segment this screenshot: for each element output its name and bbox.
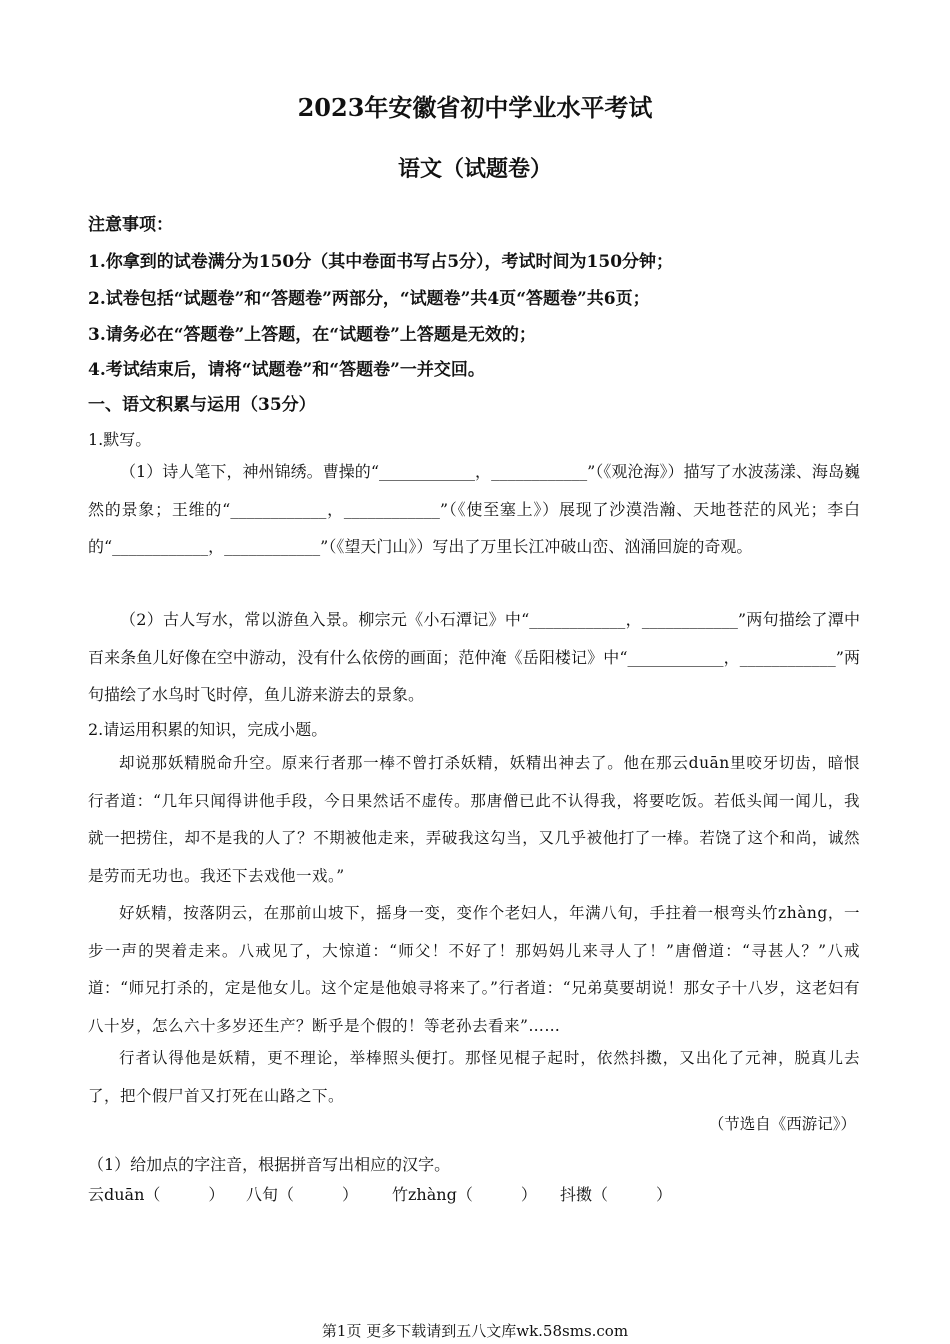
notice-item: 3.请务必在“答题卷”上答题，在“试题卷”上答题是无效的； bbox=[88, 325, 536, 345]
exam-title: 2023年安徽省初中学业水平考试 bbox=[297, 93, 653, 122]
question-2-label: 2.请运用积累的知识，完成小题。 bbox=[88, 720, 328, 739]
question-1-part-1: （1）诗人笔下，神州锦绣。曹操的“____________，____________”（《观沧海》）描写了水波荡漾、海岛巍然的景象；王维的“____________，____________”（《使至塞上》）展现了沙漠浩瀚、天地苍茫的风光；李白的“____________，____________”（《望天门山》）写出了万里长江冲破山峦、汹涌回旋的奇观。 bbox=[88, 462, 860, 556]
fill-item: 云duān（ ） bbox=[88, 1185, 225, 1204]
exam-subtitle: 语文（试题卷） bbox=[397, 156, 552, 182]
question-1-label: 1.默写。 bbox=[88, 430, 152, 449]
notice-item: 4.考试结束后，请将“试题卷”和“答题卷”一并交回。 bbox=[88, 360, 485, 380]
question-1-part-2: （2）古人写水，常以游鱼入景。柳宗元《小石潭记》中“____________，____________”两句描绘了潭中百来条鱼儿好像在空中游动，没有什么依傍的画面；范仲淹《岳阳楼记》中“____________，____________”两句描绘了水鸟时飞时停，鱼儿游来游去的景象。 bbox=[88, 610, 860, 704]
section-heading: 一、语文积累与运用（35分） bbox=[88, 395, 316, 415]
notice-item: 2.试卷包括“试题卷”和“答题卷”两部分，“试题卷”共4页“答题卷”共6页； bbox=[88, 289, 650, 309]
fill-item: 抖擞（ ） bbox=[560, 1185, 673, 1204]
passage-paragraph: 行者认得他是妖精，更不理论，举棒照头便打。那怪见棍子起时，依然抖擞，又出化了元神，脱真儿去了，把个假尸首又打死在山路之下。 bbox=[88, 1049, 860, 1105]
notice-item: 1.你拿到的试卷满分为150分（其中卷面书写占5分），考试时间为150分钟； bbox=[88, 252, 674, 272]
sub-question-1: （1）给加点的字注音，根据拼音写出相应的汉字。 bbox=[88, 1155, 451, 1174]
fill-item: 竹zhàng（ ） bbox=[392, 1185, 537, 1204]
notice-heading: 注意事项： bbox=[88, 215, 173, 235]
passage-paragraph: 好妖精，按落阴云，在那前山坡下，摇身一变，变作个老妇人，年满八旬，手拄着一根弯头竹zhàng，一步一声的哭着走来。八戒见了，大惊道：“师父！不好了！那妈妈儿来寻人了！”唐僧道：“寻甚人？”八戒道：“师兄打杀的，定是他女儿。这个定是他娘寻将来了。”行者道：“兄弟莫要胡说！那女子十八岁，这老妇有八十岁，怎么六十多岁还生产？断乎是个假的！等老孙去看来”…… bbox=[88, 904, 860, 1035]
passage-paragraph: 却说那妖精脱命升空。原来行者那一棒不曾打杀妖精，妖精出神去了。他在那云duān里咬牙切齿，暗恨行者道：“几年只闻得讲他手段，今日果然话不虚传。那唐僧已此不认得我，将要吃饭。若低头闻一闻儿，我就一把捞住，却不是我的人了？不期被他走来，弄破我这勾当，又几乎被他打了一棒。若饶了这个和尚，诚然是劳而无功也。我还下去戏他一戏。” bbox=[88, 754, 860, 885]
page-footer: 第1页 更多下载请到五八文库wk.58sms.com bbox=[321, 1322, 629, 1340]
fill-item: 八旬（ ） bbox=[246, 1185, 359, 1204]
passage-source: （节选自《西游记》） bbox=[708, 1115, 856, 1133]
